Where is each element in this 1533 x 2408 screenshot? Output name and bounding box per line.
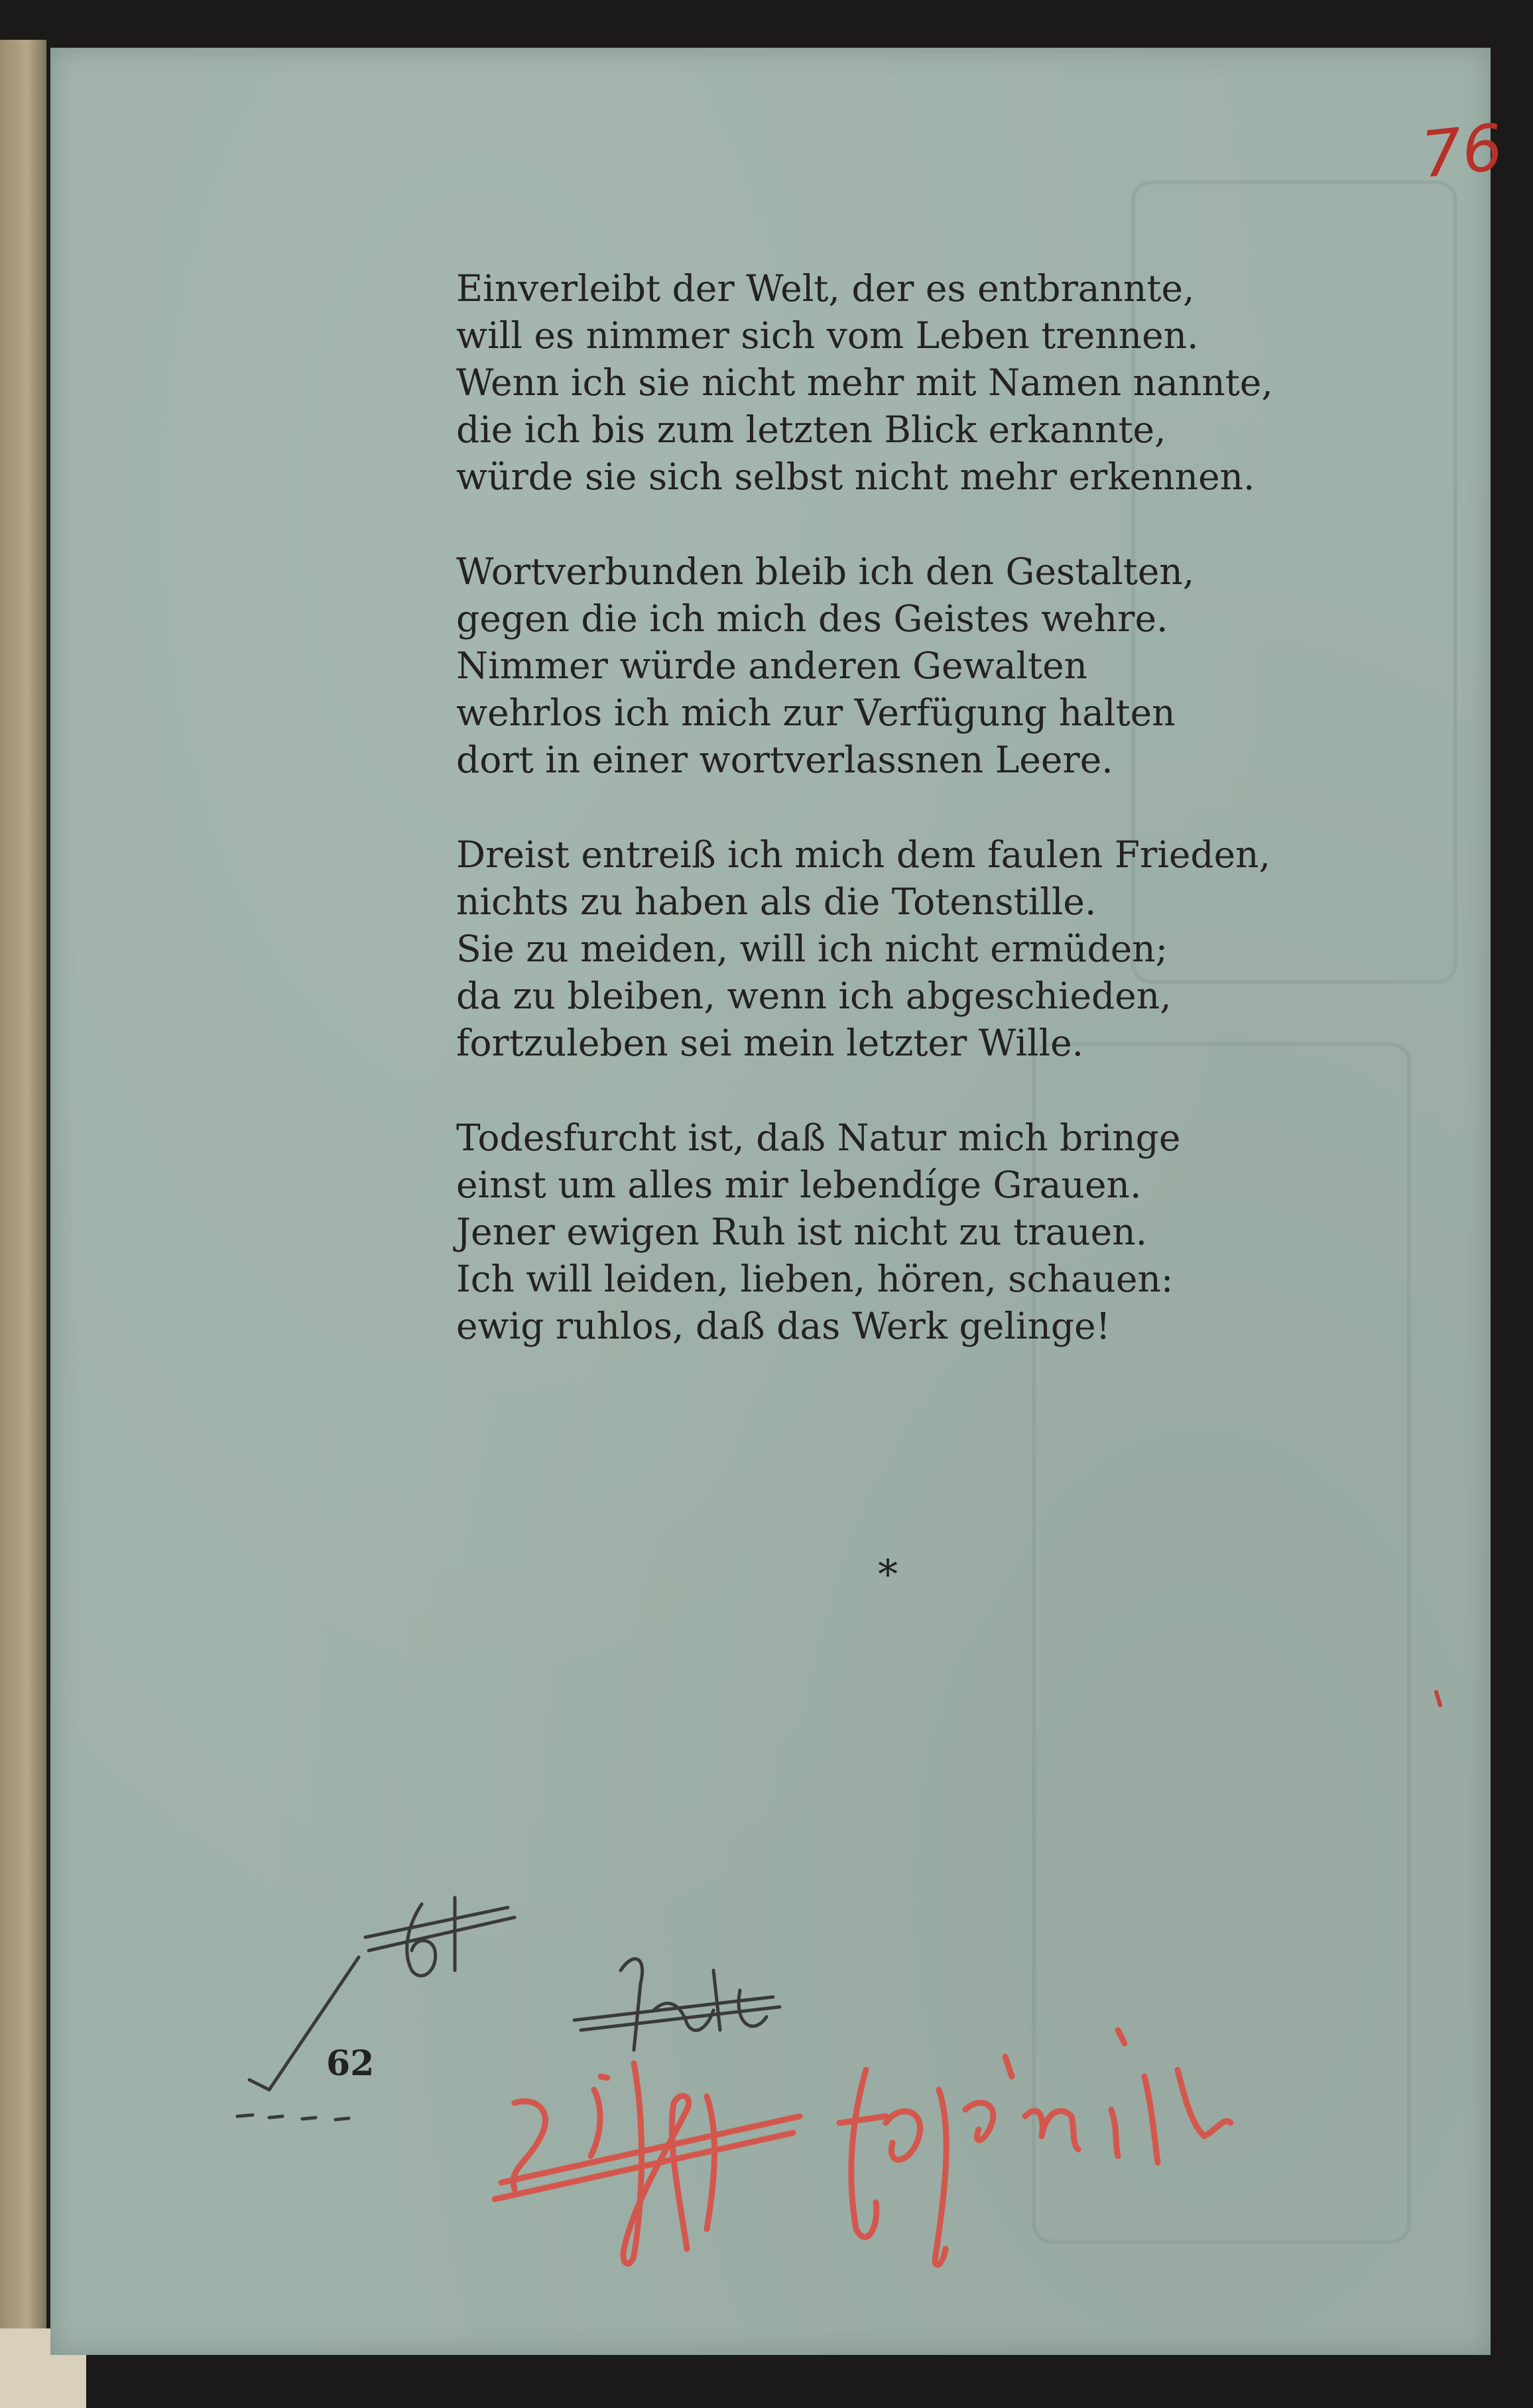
poem-line: Wortverbunden bleib ich den Gestalten,: [456, 550, 1195, 593]
poem-line: da zu bleiben, wenn ich abgeschieden,: [456, 975, 1172, 1017]
poem-line: dort in einer wortverlassnen Leere.: [456, 739, 1113, 781]
red-pencil-tick: [1436, 1692, 1440, 1705]
poem-line: Sie zu meiden, will ich nicht ermüden;: [456, 928, 1168, 970]
poem-line: die ich bis zum letzten Blick erkannte,: [456, 408, 1166, 451]
poem-line: Einverleibt der Welt, der es entbrannte,: [456, 267, 1195, 310]
pencil-struck-word: [574, 1959, 780, 2050]
poem-line: Todesfurcht ist, daß Natur mich bringe: [456, 1116, 1181, 1159]
poem-line: Nimmer würde anderen Gewalten: [456, 644, 1088, 687]
previous-page-edge: [0, 40, 46, 2340]
poem-line: gegen die ich mich des Geistes wehre.: [456, 597, 1168, 640]
poem-line: Dreist entreiß ich mich dem faulen Frieden,: [456, 833, 1271, 876]
poem-line: fortzuleben sei mein letzter Wille.: [456, 1022, 1084, 1064]
poem-line: nichts zu haben als die Totenstille.: [456, 880, 1097, 923]
poem-line: Ich will leiden, lieben, hören, schauen:: [456, 1258, 1174, 1300]
poem-line: will es nimmer sich vom Leben trennen.: [456, 314, 1199, 357]
poem-line: ewig ruhlos, daß das Werk gelinge!: [456, 1305, 1111, 1347]
page-number: 62: [326, 2043, 375, 2084]
section-separator: *: [878, 1551, 898, 1598]
handwritten-annotations: [50, 48, 1491, 2355]
poem-line: würde sie sich selbst nicht mehr erkennen.: [456, 455, 1255, 498]
pencil-struck-number-61: [365, 1897, 515, 1976]
red-pencil-signature: [495, 2030, 1231, 2265]
archive-number: 76: [1418, 109, 1506, 193]
poem-line: wehrlos ich mich zur Verfügung halten: [456, 692, 1176, 734]
poem-line: Wenn ich sie nicht mehr mit Namen nannte,: [456, 361, 1273, 404]
poem-line: einst um alles mir lebendíge Grauen.: [456, 1164, 1142, 1206]
book-page: [50, 48, 1506, 2355]
pencil-margin-stroke: [237, 1957, 359, 2120]
poem-line: Jener ewigen Ruh ist nicht zu trauen.: [456, 1211, 1148, 1253]
